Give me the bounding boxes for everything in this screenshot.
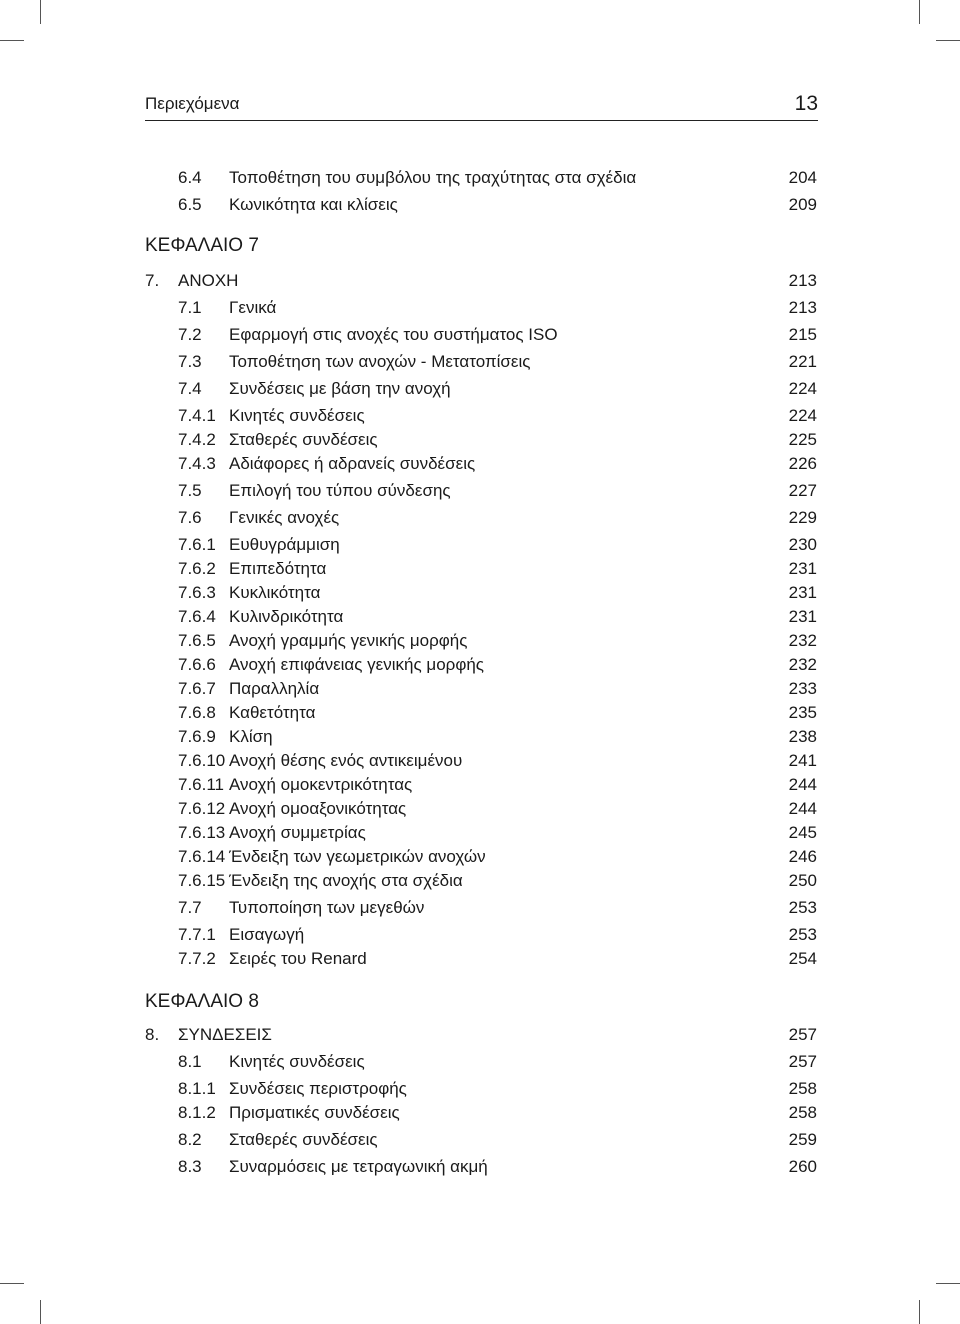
- entry-title: Εφαρμογή στις ανοχές του συστήματος ISO: [229, 325, 558, 344]
- toc-entry[interactable]: [0, 296, 960, 320]
- entry-title: Κινητές συνδέσεις: [229, 1052, 365, 1071]
- toc-entry[interactable]: [0, 350, 960, 374]
- entry-number: 7.6.9: [178, 727, 216, 746]
- toc-entry[interactable]: [0, 869, 960, 893]
- entry-page: 238: [788, 727, 817, 746]
- entry-title: Ανοχή συμμετρίας: [229, 823, 366, 842]
- toc-entry[interactable]: [0, 701, 960, 725]
- entry-number: 7.: [145, 271, 160, 290]
- toc-entry[interactable]: [0, 452, 960, 476]
- entry-page: 213: [788, 271, 817, 290]
- entry-number: 7.6.12: [178, 799, 226, 818]
- toc-entry[interactable]: [0, 404, 960, 428]
- toc-entry[interactable]: [0, 677, 960, 701]
- entry-page: 231: [788, 559, 817, 578]
- toc-entry[interactable]: [0, 947, 960, 971]
- entry-page: 245: [788, 823, 817, 842]
- entry-page: 260: [788, 1157, 817, 1176]
- entry-page: 226: [788, 454, 817, 473]
- entry-page: 204: [788, 168, 817, 187]
- entry-title: Αδιάφορες ή αδρανείς συνδέσεις: [229, 454, 476, 473]
- entry-number: 7.5: [178, 481, 202, 500]
- entry-title: Τοποθέτηση των ανοχών - Μετατοπίσεις: [229, 352, 531, 371]
- toc-entry[interactable]: [0, 1050, 960, 1074]
- entry-page: 246: [788, 847, 817, 866]
- entry-title: Γενικά: [229, 298, 277, 317]
- entry-title: Καθετότητα: [229, 703, 316, 722]
- entry-page: 235: [788, 703, 817, 722]
- entry-title: Ανοχή επιφάνειας γενικής μορφής: [229, 655, 484, 674]
- entry-number: 7.6.7: [178, 679, 216, 698]
- entry-title: Ανοχή γραμμής γενικής μορφής: [229, 631, 468, 650]
- entry-number: 7.6.2: [178, 559, 216, 578]
- entry-title: Σειρές του Renard: [229, 949, 367, 968]
- entry-number: 8.1: [178, 1052, 202, 1071]
- entry-page: 230: [788, 535, 817, 554]
- entry-number: 7.6.14: [178, 847, 226, 866]
- entry-title: Τοποθέτηση του συμβόλου της τραχύτητας στα σχέδια: [229, 168, 637, 187]
- entry-title: ΣΥΝΔΕΣΕΙΣ: [178, 1025, 272, 1044]
- page-title: Περιεχόμενα: [145, 94, 240, 113]
- entry-title: Συναρμόσεις με τετραγωνική ακμή: [229, 1157, 488, 1176]
- toc-entry[interactable]: [0, 377, 960, 401]
- entry-title: Σταθερές συνδέσεις: [229, 430, 378, 449]
- toc-entry[interactable]: [0, 506, 960, 530]
- entry-page: 232: [788, 655, 817, 674]
- entry-number: 8.2: [178, 1130, 202, 1149]
- entry-number: 7.6.1: [178, 535, 216, 554]
- entry-title: Σταθερές συνδέσεις: [229, 1130, 378, 1149]
- toc-entry[interactable]: [0, 725, 960, 749]
- toc-entry[interactable]: [0, 629, 960, 653]
- entry-page: 254: [788, 949, 817, 968]
- toc-entry[interactable]: [0, 581, 960, 605]
- entry-title: Γενικές ανοχές: [229, 508, 340, 527]
- entry-number: 7.4.3: [178, 454, 216, 473]
- entry-title: Τυποποίηση των μεγεθών: [229, 898, 425, 917]
- toc-entry[interactable]: [0, 1155, 960, 1179]
- entry-number: 8.3: [178, 1157, 202, 1176]
- entry-number: 8.: [145, 1025, 160, 1044]
- entry-title: Ευθυγράμμιση: [229, 535, 340, 554]
- entry-title: Ένδειξη των γεωμετρικών ανοχών: [229, 847, 486, 866]
- entry-page: 231: [788, 607, 817, 626]
- entry-page: 209: [788, 195, 817, 214]
- toc-entry[interactable]: [0, 428, 960, 452]
- entry-number: 7.7.1: [178, 925, 216, 944]
- entry-page: 224: [788, 406, 817, 425]
- toc-entry[interactable]: [0, 821, 960, 845]
- entry-page: 224: [788, 379, 817, 398]
- entry-page: 215: [788, 325, 817, 344]
- page-number: 13: [794, 92, 818, 115]
- entry-number: 7.6.11: [178, 775, 225, 794]
- entry-number: 8.1.2: [178, 1103, 216, 1122]
- toc-entry[interactable]: [0, 323, 960, 347]
- entry-page: 231: [788, 583, 817, 602]
- entry-title: Ένδειξη της ανοχής στα σχέδια: [229, 871, 463, 890]
- chapter-heading-8: ΚΕΦΑΛΑΙΟ 8: [145, 991, 259, 1012]
- toc-entry[interactable]: [0, 479, 960, 503]
- toc-entry[interactable]: [0, 1077, 960, 1101]
- entry-title: Κλίση: [229, 727, 273, 746]
- entry-page: 232: [788, 631, 817, 650]
- entry-number: 7.3: [178, 352, 202, 371]
- chapter-heading-7: ΚΕΦΑΛΑΙΟ 7: [145, 235, 259, 256]
- entry-title: Ανοχή ομοκεντρικότητας: [229, 775, 413, 794]
- toc-entry[interactable]: [0, 896, 960, 920]
- entry-number: 7.6.13: [178, 823, 226, 842]
- entry-number: 7.6.6: [178, 655, 216, 674]
- entry-title: Επιπεδότητα: [229, 559, 327, 578]
- entry-page: 253: [788, 925, 817, 944]
- entry-number: 6.4: [178, 168, 202, 187]
- toc-entry[interactable]: [0, 557, 960, 581]
- toc-entry[interactable]: [0, 269, 960, 293]
- entry-number: 7.6.8: [178, 703, 216, 722]
- toc-entry[interactable]: [0, 1128, 960, 1152]
- entry-number: 6.5: [178, 195, 202, 214]
- toc-entry[interactable]: [0, 166, 960, 190]
- entry-page: 229: [788, 508, 817, 527]
- entry-page: 258: [788, 1103, 817, 1122]
- toc-entry[interactable]: [0, 1101, 960, 1125]
- toc-entry[interactable]: [0, 923, 960, 947]
- entry-title: Επιλογή του τύπου σύνδεσης: [229, 481, 451, 500]
- entry-page: 213: [788, 298, 817, 317]
- entry-title: Ανοχή θέσης ενός αντικειμένου: [229, 751, 463, 770]
- entry-number: 7.6.10: [178, 751, 226, 770]
- entry-page: 258: [788, 1079, 817, 1098]
- toc-entry[interactable]: [0, 845, 960, 869]
- entry-page: 257: [788, 1025, 817, 1044]
- entry-page: 241: [788, 751, 817, 770]
- entry-title: ΑΝΟΧΗ: [178, 271, 239, 290]
- toc-entry[interactable]: [0, 533, 960, 557]
- entry-page: 253: [788, 898, 817, 917]
- entry-title: Ανοχή ομοαξονικότητας: [229, 799, 407, 818]
- entry-number: 7.4.1: [178, 406, 216, 425]
- entry-number: 7.7: [178, 898, 202, 917]
- entry-page: 250: [788, 871, 817, 890]
- entry-number: 7.4: [178, 379, 202, 398]
- entry-number: 7.6: [178, 508, 202, 527]
- entry-title: Συνδέσεις με βάση την ανοχή: [229, 379, 451, 398]
- entry-page: 257: [788, 1052, 817, 1071]
- entry-number: 7.7.2: [178, 949, 216, 968]
- entry-page: 244: [788, 799, 817, 818]
- toc-entry[interactable]: [0, 773, 960, 797]
- toc-entry[interactable]: [0, 749, 960, 773]
- entry-page: 225: [788, 430, 817, 449]
- entry-number: 7.4.2: [178, 430, 216, 449]
- entry-title: Εισαγωγή: [229, 925, 305, 944]
- entry-title: Παραλληλία: [229, 679, 320, 698]
- entry-title: Κυκλικότητα: [229, 583, 321, 602]
- toc-entry[interactable]: [0, 653, 960, 677]
- entry-title: Κωνικότητα και κλίσεις: [229, 195, 398, 214]
- entry-title: Πρισματικές συνδέσεις: [229, 1103, 400, 1122]
- toc-entry[interactable]: [0, 797, 960, 821]
- toc-entry[interactable]: [0, 193, 960, 217]
- entry-number: 7.6.15: [178, 871, 226, 890]
- entry-page: 244: [788, 775, 817, 794]
- toc-entry[interactable]: [0, 605, 960, 629]
- entry-number: 7.6.5: [178, 631, 216, 650]
- entry-number: 7.1: [178, 298, 202, 317]
- entry-page: 259: [788, 1130, 817, 1149]
- entry-title: Κυλινδρικότητα: [229, 607, 344, 626]
- entry-page: 233: [788, 679, 817, 698]
- entry-title: Κινητές συνδέσεις: [229, 406, 365, 425]
- entry-number: 8.1.1: [178, 1079, 216, 1098]
- entry-number: 7.6.3: [178, 583, 216, 602]
- entry-number: 7.6.4: [178, 607, 216, 626]
- entry-page: 227: [788, 481, 817, 500]
- entry-title: Συνδέσεις περιστροφής: [229, 1079, 407, 1098]
- entry-page: 221: [788, 352, 817, 371]
- entry-number: 7.2: [178, 325, 202, 344]
- toc-entry[interactable]: [0, 1023, 960, 1047]
